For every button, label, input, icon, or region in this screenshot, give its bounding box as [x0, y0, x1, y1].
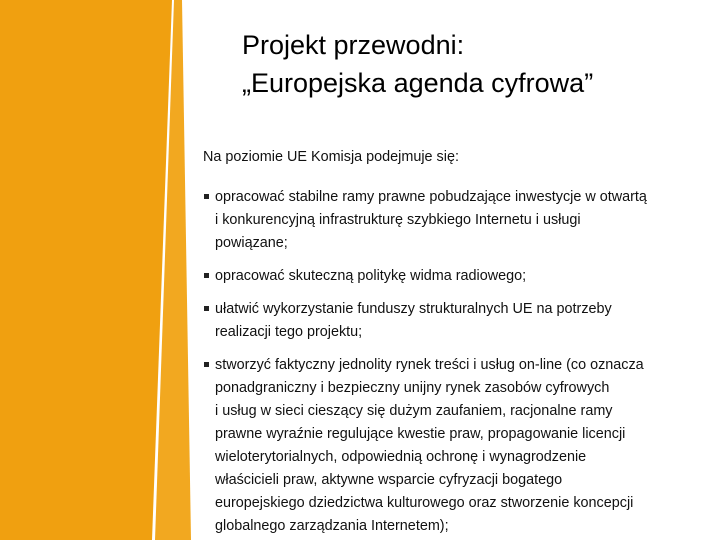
bullet-item	[200, 298, 706, 344]
bullet-line: i usług w sieci cieszący się dużym zaufaniem, racjonalne ramy	[215, 403, 613, 419]
square-bullet-icon	[204, 306, 209, 311]
bullet-line: stworzyć faktyczny jednolity rynek treści i usług on-line (co oznacza	[215, 357, 644, 373]
slide-body	[200, 146, 706, 548]
bullet-line: właścicieli praw, aktywne wsparcie cyfryzacji bogatego	[215, 472, 563, 488]
bullet-line: wieloterytorialnych, odpowiednią ochronę i wynagrodzenie	[215, 449, 587, 465]
bullet-line: opracować skuteczną politykę widma radiowego;	[215, 268, 527, 284]
bullet-list	[200, 186, 706, 538]
bullet-line: i konkurencyjną infrastrukturę szybkiego Internetu i usługi	[215, 212, 581, 228]
intro-text: Na poziomie UE Komisja podejmuje się:	[203, 149, 459, 165]
bullet-line: powiązane;	[215, 235, 288, 251]
decorative-orange-stripes	[0, 0, 200, 540]
bullet-line: globalnego zarządzania Internetem);	[215, 518, 449, 534]
title-line: Projekt przewodni:	[242, 30, 465, 60]
bullet-line: realizacji tego projektu;	[215, 324, 363, 340]
title-line: „Europejska agenda cyfrowa”	[242, 68, 594, 98]
square-bullet-icon	[204, 194, 209, 199]
bullet-item	[200, 186, 706, 255]
bullet-line: europejskiego dziedzictwa kulturowego oraz stworzenie koncepcji	[215, 495, 634, 511]
slide-title	[242, 26, 712, 102]
bullet-line: ułatwić wykorzystanie funduszy strukturalnych UE na potrzeby	[215, 301, 612, 317]
bullet-line: prawne wyraźnie regulujące kwestie praw, propagowanie licencji	[215, 426, 626, 442]
bullet-item	[200, 354, 706, 538]
square-bullet-icon	[204, 362, 209, 367]
bullet-line: ponadgraniczny i bezpieczny unijny rynek zasobów cyfrowych	[215, 380, 610, 396]
square-bullet-icon	[204, 273, 209, 278]
orange-stripe-left	[0, 0, 172, 540]
bullet-line: opracować stabilne ramy prawne pobudzające inwestycje w otwartą	[215, 189, 647, 205]
bullet-item	[200, 265, 706, 288]
